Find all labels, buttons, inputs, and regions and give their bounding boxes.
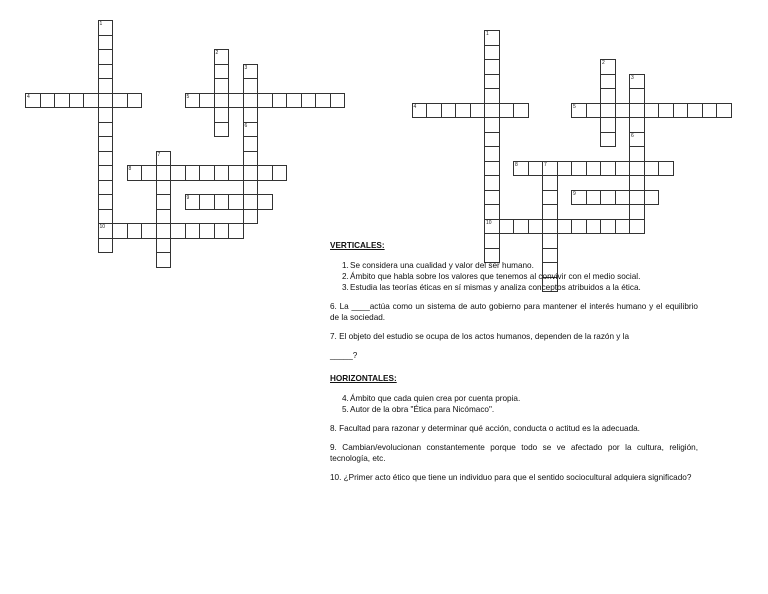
crossword-cell[interactable] <box>600 59 616 75</box>
crossword-number: 4 <box>27 93 30 100</box>
crossword-cell[interactable] <box>243 78 259 94</box>
crossword-cell[interactable] <box>98 151 114 167</box>
crossword-cell[interactable] <box>170 223 186 239</box>
crossword-cell[interactable] <box>40 93 56 109</box>
crossword-cell[interactable] <box>528 219 544 235</box>
crossword-number: 1 <box>99 21 103 27</box>
crossword-cell[interactable] <box>98 78 114 94</box>
clue-9: 9. Cambian/evolucionan constantemente porque todo se ve afectado por la cultura, religión, tecnología, etc. <box>330 443 698 463</box>
crossword-cell[interactable] <box>586 161 602 177</box>
crossword-cell[interactable] <box>542 219 558 235</box>
crossword-cell[interactable] <box>629 117 645 133</box>
crossword-cell[interactable] <box>571 219 587 235</box>
clue-number: 1. <box>342 261 349 270</box>
crossword-cell[interactable] <box>98 93 114 109</box>
crossword-cell[interactable] <box>156 151 172 167</box>
crossword-cell[interactable] <box>98 122 114 138</box>
crossword-cell[interactable] <box>499 219 515 235</box>
crossword-cell[interactable] <box>484 30 500 46</box>
crossword-cell[interactable] <box>600 117 616 133</box>
crossword-cell[interactable] <box>484 88 500 104</box>
clue-6: 6. La ____actúa como un sistema de auto gobierno para mantener el interés humano y el equilibrio de la sociedad. <box>330 302 698 322</box>
crossword-cell[interactable] <box>243 122 259 138</box>
crossword-cell[interactable] <box>557 219 573 235</box>
crossword-cell[interactable] <box>156 194 172 210</box>
crossword-cell[interactable] <box>228 194 244 210</box>
clue-number: 4. <box>342 394 349 403</box>
crossword-cell[interactable] <box>629 175 645 191</box>
crossword-cell[interactable] <box>98 180 114 196</box>
crossword-cell[interactable] <box>629 161 645 177</box>
crossword-cell[interactable] <box>127 223 143 239</box>
crossword-cell[interactable] <box>615 103 631 119</box>
crossword-cell[interactable] <box>141 165 157 181</box>
crossword-number: 5 <box>186 93 190 100</box>
horizontales-heading: HORIZONTALES: <box>330 374 397 383</box>
crossword-cell[interactable] <box>629 74 645 90</box>
crossword-cell[interactable] <box>484 204 500 220</box>
clue-text: Ámbito que cada quien crea por cuenta propia. <box>350 394 521 403</box>
crossword-cell[interactable] <box>112 93 128 109</box>
crossword-cell[interactable] <box>484 175 500 191</box>
crossword-cell[interactable] <box>484 146 500 162</box>
crossword-cell[interactable] <box>412 103 428 119</box>
crossword-cell[interactable] <box>484 103 500 119</box>
crossword-cell[interactable] <box>156 252 172 268</box>
crossword-number: 7 <box>544 161 547 168</box>
crossword-number: 5 <box>573 103 576 110</box>
clue-text: Estudia las teorías éticas en sí mismas y analiza conceptos atribuidos a la ética. <box>350 283 641 292</box>
clue-text: Se considera una cualidad y valor del ser humano. <box>350 261 534 270</box>
crossword-cell[interactable] <box>185 194 201 210</box>
crossword-cell[interactable] <box>600 74 616 90</box>
crossword-cell[interactable] <box>243 64 259 80</box>
crossword-cell[interactable] <box>586 103 602 119</box>
crossword-cell[interactable] <box>629 219 645 235</box>
crossword-cell[interactable] <box>716 103 732 119</box>
crossword-cell[interactable] <box>513 219 529 235</box>
crossword-cell[interactable] <box>542 204 558 220</box>
crossword-cell[interactable] <box>571 103 587 119</box>
crossword-number: 6 <box>244 122 248 129</box>
clue-number: 2. <box>342 272 349 281</box>
crossword-cell[interactable] <box>98 35 114 51</box>
crossword-cell[interactable] <box>586 190 602 206</box>
crossword-cell[interactable] <box>243 194 259 210</box>
crossword-cell[interactable] <box>286 93 302 109</box>
crossword-cell[interactable] <box>98 107 114 123</box>
crossword-cell[interactable] <box>228 165 244 181</box>
crossword-cell[interactable] <box>542 190 558 206</box>
crossword-cell[interactable] <box>185 165 201 181</box>
crossword-cell[interactable] <box>484 190 500 206</box>
clue-item <box>330 271 698 282</box>
crossword-cell[interactable] <box>98 165 114 181</box>
crossword-number: 10 <box>99 224 106 230</box>
crossword-cell[interactable] <box>214 165 230 181</box>
clue-item <box>330 260 698 271</box>
crossword-number: 2 <box>215 50 219 56</box>
crossword-cell[interactable] <box>199 194 215 210</box>
crossword-number: 3 <box>244 64 248 71</box>
crossword-number: 3 <box>631 74 634 81</box>
crossword-cell[interactable] <box>98 49 114 65</box>
crossword-cell[interactable] <box>214 49 230 65</box>
crossword-cell[interactable] <box>658 161 674 177</box>
crossword-number: 9 <box>186 195 190 201</box>
crossword-cell[interactable] <box>272 93 288 109</box>
clues-panel <box>330 240 698 483</box>
crossword-cell[interactable] <box>243 209 259 225</box>
crossword-cell[interactable] <box>243 165 259 181</box>
clue-number: 5. <box>342 405 349 414</box>
crossword-cell[interactable] <box>243 180 259 196</box>
crossword-cell[interactable] <box>185 93 201 109</box>
crossword-cell[interactable] <box>470 103 486 119</box>
crossword-cell[interactable] <box>69 93 85 109</box>
crossword-cell[interactable] <box>214 107 230 123</box>
verticales-heading: VERTICALES: <box>330 241 385 250</box>
crossword-cell[interactable] <box>214 194 230 210</box>
crossword-cell[interactable] <box>199 223 215 239</box>
crossword-cell[interactable] <box>170 165 186 181</box>
crossword-cell[interactable] <box>214 122 230 138</box>
crossword-cell[interactable] <box>214 78 230 94</box>
clue-number: 3. <box>342 283 349 292</box>
clue-item <box>330 282 698 293</box>
crossword-cell[interactable] <box>629 103 645 119</box>
crossword-cell[interactable] <box>98 20 114 36</box>
crossword-cell[interactable] <box>571 161 587 177</box>
crossword-cell[interactable] <box>513 103 529 119</box>
crossword-cell[interactable] <box>484 74 500 90</box>
crossword-cell[interactable] <box>199 93 215 109</box>
crossword-cell[interactable] <box>644 103 660 119</box>
crossword-cell[interactable] <box>687 103 703 119</box>
crossword-number: 9 <box>573 190 576 197</box>
crossword-cell[interactable] <box>214 64 230 80</box>
crossword-cell[interactable] <box>98 223 114 239</box>
crossword-cell[interactable] <box>513 161 529 177</box>
crossword-cell[interactable] <box>228 93 244 109</box>
clue-item <box>330 404 698 415</box>
crossword-cell[interactable] <box>644 161 660 177</box>
crossword-cell[interactable] <box>214 223 230 239</box>
crossword-cell[interactable] <box>557 161 573 177</box>
crossword-cell[interactable] <box>98 194 114 210</box>
crossword-cell[interactable] <box>702 103 718 119</box>
crossword-cell[interactable] <box>586 219 602 235</box>
clue-8: 8. Facultad para razonar y determinar qué acción, conducta o actitud es la adecuada. <box>330 424 640 433</box>
crossword-cell[interactable] <box>600 103 616 119</box>
crossword-cell[interactable] <box>615 190 631 206</box>
crossword-cell[interactable] <box>257 93 273 109</box>
crossword-number: 7 <box>157 151 161 158</box>
crossword-cell[interactable] <box>673 103 689 119</box>
crossword-cell[interactable] <box>243 93 259 109</box>
crossword-cell[interactable] <box>156 223 172 239</box>
crossword-cell[interactable] <box>629 132 645 148</box>
crossword-cell[interactable] <box>25 93 41 109</box>
clue-text: Ámbito que habla sobre los valores que tenemos al convivir con el medio social. <box>350 272 641 281</box>
crossword-cell[interactable] <box>484 132 500 148</box>
crossword-number: 8 <box>515 161 518 168</box>
crossword-cell[interactable] <box>156 209 172 225</box>
crossword-cell[interactable] <box>600 132 616 148</box>
crossword-cell[interactable] <box>228 223 244 239</box>
clue-7: 7. El objeto del estudio se ocupa de los actos humanos, dependen de la razón y la <box>330 332 630 341</box>
crossword-cell[interactable] <box>615 219 631 235</box>
crossword-cell[interactable] <box>272 165 288 181</box>
crossword-cell[interactable] <box>600 88 616 104</box>
crossword-cell[interactable] <box>315 93 331 109</box>
crossword-cell[interactable] <box>98 238 114 254</box>
crossword-cell[interactable] <box>156 238 172 254</box>
crossword-cell[interactable] <box>243 136 259 152</box>
crossword-cell[interactable] <box>542 161 558 177</box>
crossword-cell[interactable] <box>330 93 346 109</box>
crossword-cell[interactable] <box>98 64 114 80</box>
crossword-cell[interactable] <box>600 161 616 177</box>
crossword-cell[interactable] <box>629 88 645 104</box>
crossword-number: 10 <box>486 219 492 226</box>
crossword-cell[interactable] <box>441 103 457 119</box>
crossword-cell[interactable] <box>571 190 587 206</box>
crossword-cell[interactable] <box>214 93 230 109</box>
crossword-cell[interactable] <box>54 93 70 109</box>
crossword-cell[interactable] <box>199 165 215 181</box>
crossword-cell[interactable] <box>243 107 259 123</box>
crossword-cell[interactable] <box>542 175 558 191</box>
crossword-cell[interactable] <box>629 204 645 220</box>
crossword-number: 1 <box>486 31 489 37</box>
crossword-cell[interactable] <box>426 103 442 119</box>
crossword-cell[interactable] <box>484 117 500 133</box>
crossword-cell[interactable] <box>98 136 114 152</box>
crossword-cell[interactable] <box>528 161 544 177</box>
crossword-cell[interactable] <box>156 165 172 181</box>
clue-text: Autor de la obra "Ética para Nicómaco". <box>350 405 495 414</box>
crossword-cell[interactable] <box>257 194 273 210</box>
crossword-cell[interactable] <box>83 93 99 109</box>
clue-item <box>330 393 698 404</box>
crossword-cell[interactable] <box>243 151 259 167</box>
clue-7-blank: _____? <box>330 351 358 360</box>
crossword-cell[interactable] <box>484 161 500 177</box>
crossword-cell[interactable] <box>484 45 500 61</box>
crossword-cell[interactable] <box>141 223 157 239</box>
crossword-cell[interactable] <box>484 59 500 75</box>
crossword-cell[interactable] <box>615 161 631 177</box>
crossword-cell[interactable] <box>484 219 500 235</box>
crossword-number: 6 <box>631 132 634 139</box>
crossword-cell[interactable] <box>499 103 515 119</box>
crossword-number: 8 <box>128 166 132 172</box>
crossword-number: 2 <box>602 60 605 66</box>
crossword-cell[interactable] <box>156 180 172 196</box>
crossword-cell[interactable] <box>629 146 645 162</box>
crossword-cell[interactable] <box>301 93 317 109</box>
crossword-cell[interactable] <box>644 190 660 206</box>
crossword-cell[interactable] <box>127 165 143 181</box>
crossword-cell[interactable] <box>600 190 616 206</box>
crossword-cell[interactable] <box>600 219 616 235</box>
crossword-cell[interactable] <box>455 103 471 119</box>
crossword-number: 4 <box>413 103 417 110</box>
crossword-cell[interactable] <box>98 209 114 225</box>
clue-10: 10. ¿Primer acto ético que tiene un individuo para que el sentido sociocultural adquiera significado? <box>330 473 692 482</box>
crossword-cell[interactable] <box>257 165 273 181</box>
crossword-cell[interactable] <box>112 223 128 239</box>
crossword-cell[interactable] <box>185 223 201 239</box>
crossword-cell[interactable] <box>629 190 645 206</box>
crossword-cell[interactable] <box>658 103 674 119</box>
crossword-cell[interactable] <box>127 93 143 109</box>
